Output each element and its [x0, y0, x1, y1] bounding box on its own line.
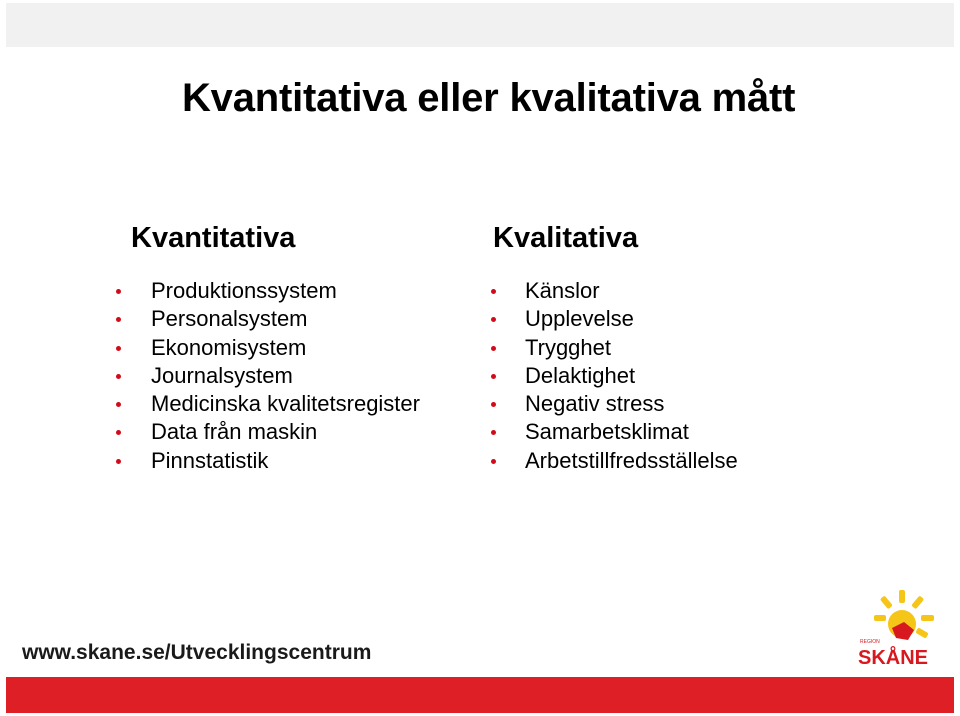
list-item: Ekonomisystem — [108, 334, 420, 362]
bullet-icon — [491, 289, 496, 294]
bullet-icon — [491, 402, 496, 407]
quantitative-list — [108, 277, 420, 475]
bullet-icon — [116, 374, 121, 379]
bullet-icon — [491, 317, 496, 322]
footer-band — [6, 677, 954, 713]
list-item: Journalsystem — [108, 362, 420, 390]
bullet-icon — [116, 402, 121, 407]
qualitative-heading: Kvalitativa — [493, 222, 639, 254]
qualitative-list — [480, 277, 738, 475]
bullet-icon — [491, 430, 496, 435]
bullet-icon — [491, 459, 496, 464]
list-item: Data från maskin — [108, 418, 420, 446]
list-item: Delaktighet — [480, 362, 738, 390]
list-item: Personalsystem — [108, 305, 420, 333]
list-item: Medicinska kvalitetsregister — [108, 390, 420, 418]
griffin-sun-icon — [874, 590, 934, 640]
slide-title: Kvantitativa eller kvalitativa mått — [182, 76, 796, 120]
list-item: Upplevelse — [480, 305, 738, 333]
bullet-icon — [116, 289, 121, 294]
bullet-icon — [116, 430, 121, 435]
logo-name-text: SKÅNE — [858, 647, 929, 668]
list-item: Pinnstatistik — [108, 447, 420, 475]
list-item: Arbetstillfredsställelse — [480, 447, 738, 475]
region-skane-logo — [852, 588, 944, 668]
logo-region-text: REGION — [860, 639, 880, 645]
list-item: Negativ stress — [480, 390, 738, 418]
list-item: Produktionssystem — [108, 277, 420, 305]
bullet-icon — [116, 346, 121, 351]
list-item: Samarbetsklimat — [480, 418, 738, 446]
bullet-icon — [116, 317, 121, 322]
bullet-icon — [491, 374, 496, 379]
top-band — [6, 3, 954, 47]
footer-url: www.skane.se/Utvecklingscentrum — [22, 641, 372, 664]
list-item: Trygghet — [480, 334, 738, 362]
bullet-icon — [116, 459, 121, 464]
list-item: Känslor — [480, 277, 738, 305]
quantitative-heading: Kvantitativa — [131, 222, 296, 254]
bullet-icon — [491, 346, 496, 351]
